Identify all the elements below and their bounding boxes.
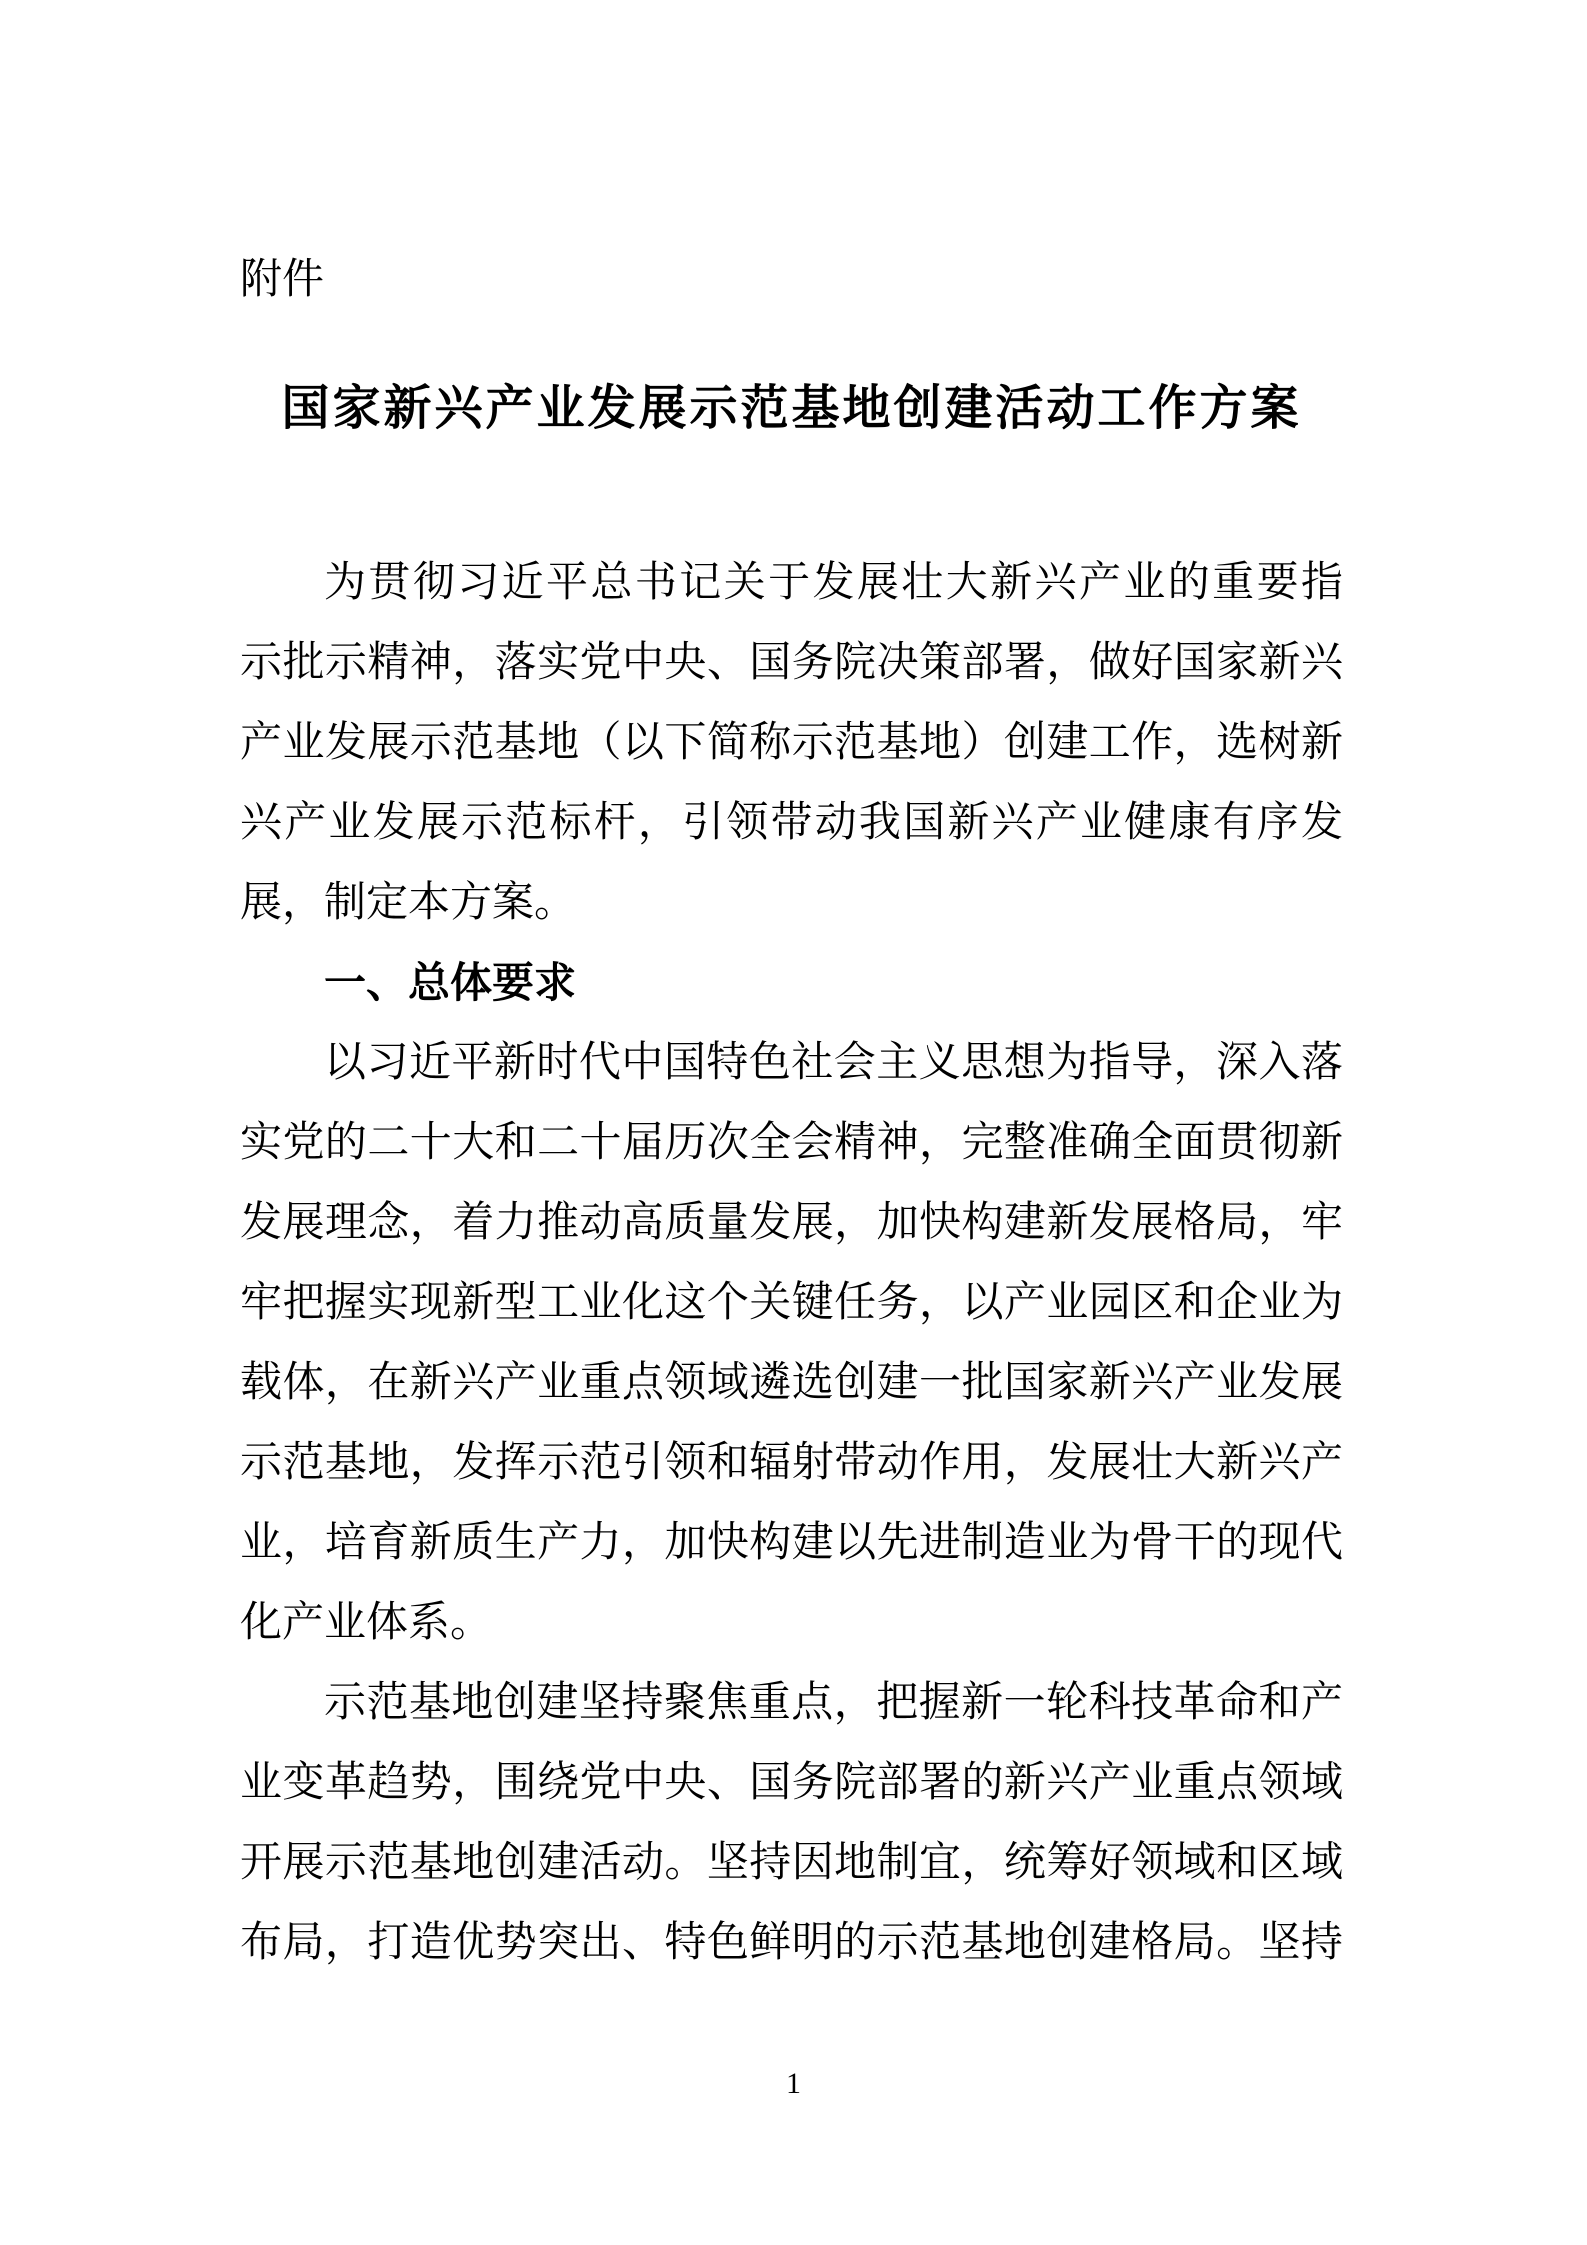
body-line: 示范基地创建坚持聚焦重点，把握新一轮科技革命和产 (324, 1680, 1343, 1726)
body-line: 示批示精神，落实党中央、国务院决策部署，做好国家新兴 (240, 640, 1343, 686)
document-title: 国家新兴产业发展示范基地创建活动工作方案 (281, 382, 1302, 435)
attachment-label: 附件 (240, 255, 325, 302)
body-line: 业，培育新质生产力，加快构建以先进制造业为骨干的现代 (240, 1520, 1343, 1566)
body-line: 发展理念，着力推动高质量发展，加快构建新发展格局，牢 (240, 1200, 1343, 1246)
body-line: 产业发展示范基地（以下简称示范基地）创建工作，选树新 (240, 720, 1343, 766)
body-line: 兴产业发展示范标杆，引领带动我国新兴产业健康有序发 (240, 800, 1343, 846)
body-line: 示范基地，发挥示范引领和辐射带动作用，发展壮大新兴产 (240, 1440, 1343, 1486)
page-number: 1 (786, 2067, 801, 2100)
body-line: 布局，打造优势突出、特色鲜明的示范基地创建格局。坚持 (240, 1920, 1343, 1966)
body-line: 载体，在新兴产业重点领域遴选创建一批国家新兴产业发展 (240, 1360, 1343, 1406)
document-body (240, 543, 1343, 1983)
body-line: 实党的二十大和二十届历次全会精神，完整准确全面贯彻新 (240, 1120, 1343, 1166)
body-line: 牢把握实现新型工业化这个关键任务，以产业园区和企业为 (240, 1280, 1343, 1326)
body-line: 开展示范基地创建活动。坚持因地制宜，统筹好领域和区域 (240, 1840, 1343, 1886)
section-heading-1: 一、总体要求 (324, 959, 577, 1006)
body-line: 以习近平新时代中国特色社会主义思想为指导，深入落 (324, 1040, 1343, 1086)
body-line: 化产业体系。 (240, 1600, 493, 1646)
body-line: 为贯彻习近平总书记关于发展壮大新兴产业的重要指 (324, 560, 1343, 606)
body-line: 业变革趋势，围绕党中央、国务院部署的新兴产业重点领域 (240, 1760, 1343, 1806)
body-line: 展，制定本方案。 (240, 880, 577, 926)
